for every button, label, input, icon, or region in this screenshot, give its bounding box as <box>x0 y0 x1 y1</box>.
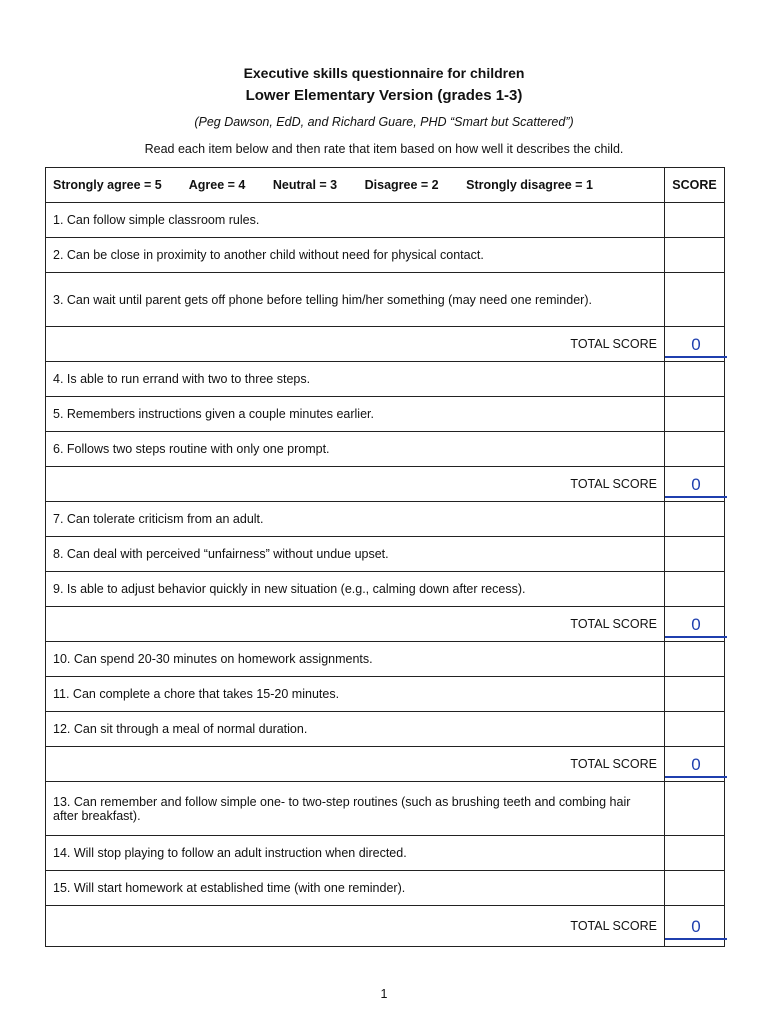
item-text: 15. Will start homework at established time (with one reminder). <box>46 871 665 906</box>
item-row <box>46 836 725 871</box>
item-row <box>46 537 725 572</box>
score-cell[interactable] <box>665 677 725 712</box>
item-text: 13. Can remember and follow simple one- to two-step routines (such as brushing teeth and combing hair after breakfast). <box>46 782 665 836</box>
item-row <box>46 871 725 906</box>
item-text: 4. Is able to run errand with two to three steps. <box>46 362 665 397</box>
score-cell[interactable] <box>665 871 725 906</box>
scale-disagree: Disagree = 2 <box>364 178 439 192</box>
item-text: 11. Can complete a chore that takes 15-20 minutes. <box>46 677 665 712</box>
credit-line: (Peg Dawson, EdD, and Richard Guare, PHD “Smart but Scattered”) <box>194 115 574 129</box>
score-cell[interactable] <box>665 712 725 747</box>
scale-agree: Agree = 4 <box>188 178 246 192</box>
total-row <box>46 467 725 502</box>
total-row <box>46 327 725 362</box>
page-title: Executive skills questionnaire for children <box>243 65 525 81</box>
score-cell[interactable] <box>665 782 725 836</box>
scale-neutral: Neutral = 3 <box>272 178 338 192</box>
score-cell[interactable] <box>665 537 725 572</box>
item-text: 12. Can sit through a meal of normal duration. <box>46 712 665 747</box>
item-row <box>46 502 725 537</box>
item-row <box>46 642 725 677</box>
score-cell[interactable] <box>665 502 725 537</box>
questionnaire-table <box>45 167 725 947</box>
score-cell[interactable] <box>665 203 725 238</box>
total-score-value: 0 <box>665 917 727 940</box>
item-text: 9. Is able to adjust behavior quickly in new situation (e.g., calming down after recess). <box>46 572 665 607</box>
item-row <box>46 677 725 712</box>
item-row <box>46 362 725 397</box>
total-row <box>46 607 725 642</box>
total-label: TOTAL SCORE <box>46 607 665 642</box>
score-cell[interactable] <box>665 238 725 273</box>
item-text: 2. Can be close in proximity to another child without need for physical contact. <box>46 238 665 273</box>
total-score-value: 0 <box>665 755 727 778</box>
total-score-value: 0 <box>665 475 727 498</box>
total-label: TOTAL SCORE <box>46 747 665 782</box>
total-row <box>46 747 725 782</box>
item-row <box>46 432 725 467</box>
total-score-cell <box>665 906 725 947</box>
page-subtitle: Lower Elementary Version (grades 1-3) <box>245 87 523 104</box>
item-text: 7. Can tolerate criticism from an adult. <box>46 502 665 537</box>
item-text: 10. Can spend 20-30 minutes on homework assignments. <box>46 642 665 677</box>
item-text: 6. Follows two steps routine with only one prompt. <box>46 432 665 467</box>
instructions: Read each item below and then rate that item based on how well it describes the child. <box>144 142 624 156</box>
item-text: 1. Can follow simple classroom rules. <box>46 203 665 238</box>
score-cell[interactable] <box>665 572 725 607</box>
item-row <box>46 273 725 327</box>
score-cell[interactable] <box>665 642 725 677</box>
total-score-cell <box>665 327 725 362</box>
item-row <box>46 203 725 238</box>
item-text: 8. Can deal with perceived “unfairness” without undue upset. <box>46 537 665 572</box>
total-score-value: 0 <box>665 335 727 358</box>
score-cell[interactable] <box>665 362 725 397</box>
item-row <box>46 572 725 607</box>
total-score-value: 0 <box>665 615 727 638</box>
total-label: TOTAL SCORE <box>46 327 665 362</box>
score-cell[interactable] <box>665 273 725 327</box>
item-row <box>46 712 725 747</box>
total-label: TOTAL SCORE <box>46 906 665 947</box>
total-score-cell <box>665 607 725 642</box>
item-text: 3. Can wait until parent gets off phone before telling him/her something (may need one reminder). <box>46 273 665 327</box>
score-cell[interactable] <box>665 397 725 432</box>
item-text: 14. Will stop playing to follow an adult instruction when directed. <box>46 836 665 871</box>
page-number: 1 <box>380 987 388 1001</box>
rating-scale <box>46 168 665 203</box>
total-row <box>46 906 725 947</box>
scale-strongly-disagree: Strongly disagree = 1 <box>466 178 593 192</box>
item-row <box>46 397 725 432</box>
total-label: TOTAL SCORE <box>46 467 665 502</box>
item-row <box>46 238 725 273</box>
scale-strongly-agree: Strongly agree = 5 <box>53 178 162 192</box>
score-column-header: SCORE <box>665 168 725 203</box>
score-cell[interactable] <box>665 432 725 467</box>
item-row <box>46 782 725 836</box>
item-text: 5. Remembers instructions given a couple minutes earlier. <box>46 397 665 432</box>
score-cell[interactable] <box>665 836 725 871</box>
total-score-cell <box>665 467 725 502</box>
total-score-cell <box>665 747 725 782</box>
scale-header-row <box>46 168 725 203</box>
